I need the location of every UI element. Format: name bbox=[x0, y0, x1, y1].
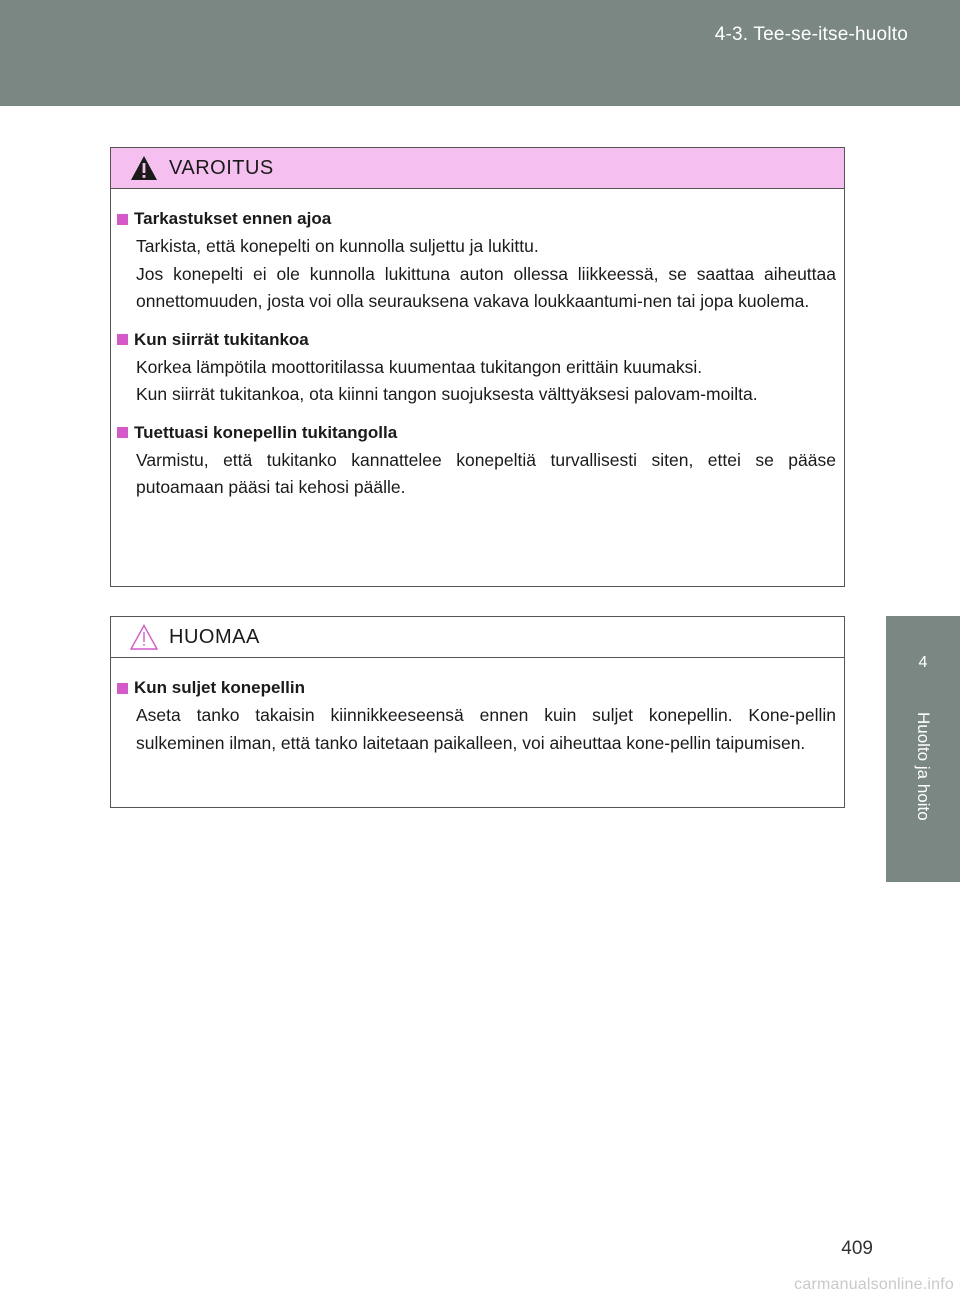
bullet-square-icon bbox=[117, 427, 128, 438]
warning-paragraph: Jos konepelti ei ole kunnolla lukittuna auton ollessa liikkeessä, se saattaa aiheuttaa onnettomuuden, josta voi olla seurauksena vakava loukkaantumi-nen tai jopa kuolema. bbox=[136, 263, 836, 311]
warning-section-heading-text: Kun siirrät tukitankoa bbox=[134, 329, 309, 349]
watermark: carmanualsonline.info bbox=[794, 1276, 954, 1293]
bullet-square-icon bbox=[117, 214, 128, 225]
bullet-square-icon bbox=[117, 683, 128, 694]
warning-paragraph: Korkea lämpötila moottoritilassa kuumentaa tukitangon erittäin kuumaksi. bbox=[136, 356, 703, 377]
notice-section-heading bbox=[117, 674, 836, 702]
bullet-square-icon bbox=[117, 334, 128, 345]
warning-box-header bbox=[111, 148, 844, 189]
header-band bbox=[0, 0, 960, 106]
warning-section-heading bbox=[117, 419, 836, 447]
warning-paragraph: Kun siirrät tukitankoa, ota kiinni tangon suojuksesta välttyäksesi palovam-moilta. bbox=[136, 384, 758, 404]
warning-paragraph: Tarkista, että konepelti on kunnolla suljettu ja lukittu. bbox=[136, 236, 539, 256]
notice-section-heading-text: Kun suljet konepellin bbox=[134, 678, 305, 697]
page-number: 409 bbox=[841, 1238, 873, 1259]
warning-title: VAROITUS bbox=[169, 156, 274, 179]
notice-box bbox=[110, 616, 845, 808]
section-title: 4-3. Tee-se-itse-huolto bbox=[714, 24, 908, 45]
notice-title: HUOMAA bbox=[169, 625, 260, 648]
warning-triangle-icon bbox=[129, 154, 159, 182]
warning-body bbox=[111, 189, 844, 502]
warning-section-heading-text: Tuettuasi konepellin tukitangolla bbox=[134, 422, 398, 442]
notice-body bbox=[111, 658, 844, 757]
chapter-side-tab bbox=[886, 616, 960, 882]
notice-box-header bbox=[111, 617, 844, 658]
warning-section-heading-text: Tarkastukset ennen ajoa bbox=[134, 209, 332, 228]
warning-section-heading bbox=[117, 326, 836, 354]
warning-section-heading bbox=[117, 205, 836, 233]
chapter-number: 4 bbox=[918, 654, 928, 671]
chapter-label: Huolto ja hoito bbox=[914, 712, 933, 821]
chapter-label-wrap bbox=[886, 712, 960, 882]
warning-paragraph: Varmistu, että tukitanko kannattelee konepeltiä turvallisesti siten, ettei se pääse putoamaan pääsi tai kehosi päälle. bbox=[136, 449, 836, 497]
notice-paragraph: Aseta tanko takaisin kiinnikkeeseensä ennen kuin suljet konepellin. Kone-pellin sulkeminen ilman, että tanko laitetaan paikalleen, voi aiheuttaa kone-pellin taipumisen. bbox=[136, 705, 836, 753]
warning-box bbox=[110, 147, 845, 587]
caution-triangle-icon bbox=[129, 623, 159, 651]
